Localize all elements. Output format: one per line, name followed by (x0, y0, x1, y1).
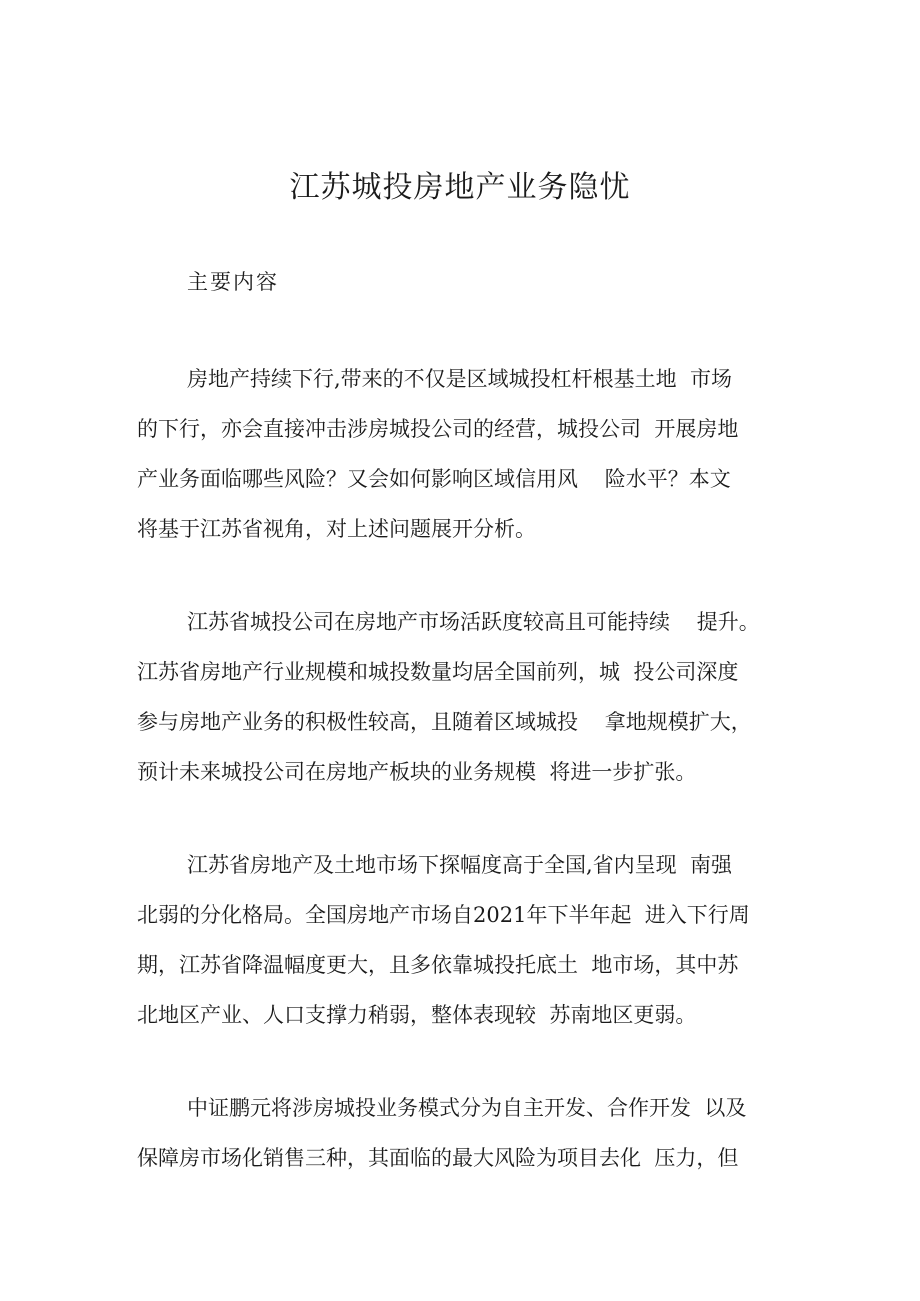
paragraph-line: 将基于江苏省视角，对上述问题展开分析。 (137, 517, 536, 541)
paragraph-line: 江苏省房地产行业规模和城投数量均居全国前列，城 投公司深度 (137, 660, 739, 684)
paragraph-line: 产业务面临哪些风险？又会如何影响区域信用风 险水平？本文 (137, 467, 731, 491)
paragraph-line: 江苏省城投公司在房地产市场活跃度较高且可能持续 提升。 (187, 610, 760, 634)
paragraph-line: 江苏省房地产及土地市场下探幅度高于全国,省内呈现 南强 (187, 853, 733, 877)
paragraph-line: 北弱的分化格局。全国房地产市场自2021年下半年起 进入下行周 (137, 903, 750, 927)
paragraph-2 (137, 597, 797, 797)
paragraph-line: 预计未来城投公司在房地产板块的业务规模 将进一步扩张。 (137, 760, 697, 784)
document-title: 江苏城投房地产业务隐忧 (289, 170, 631, 205)
paragraph-line: 参与房地产业务的积极性较高，且随着区域城投 拿地规模扩大， (137, 710, 752, 734)
section-heading: 主要内容 (187, 270, 279, 294)
paragraph-line: 期，江苏省降温幅度更大，且多依靠城投托底土 地市场，其中苏 (137, 953, 739, 977)
paragraph-3 (137, 840, 797, 1040)
paragraph-line: 保障房市场化销售三种，其面临的最大风险为项目去化 压力，但 (137, 1146, 739, 1170)
paragraph-line: 北地区产业、人口支撑力稍弱，整体表现较 苏南地区更弱。 (137, 1003, 697, 1027)
paragraph-line: 中证鹏元将涉房城投业务模式分为自主开发、合作开发 以及 (187, 1096, 747, 1120)
paragraph-line: 房地产持续下行,带来的不仅是区域城投杠杆根基土地 市场 (187, 367, 733, 391)
paragraph-1 (137, 354, 797, 554)
paragraph-line: 的下行，亦会直接冲击涉房城投公司的经营，城投公司 开展房地 (137, 417, 739, 441)
paragraph-4 (137, 1083, 797, 1183)
